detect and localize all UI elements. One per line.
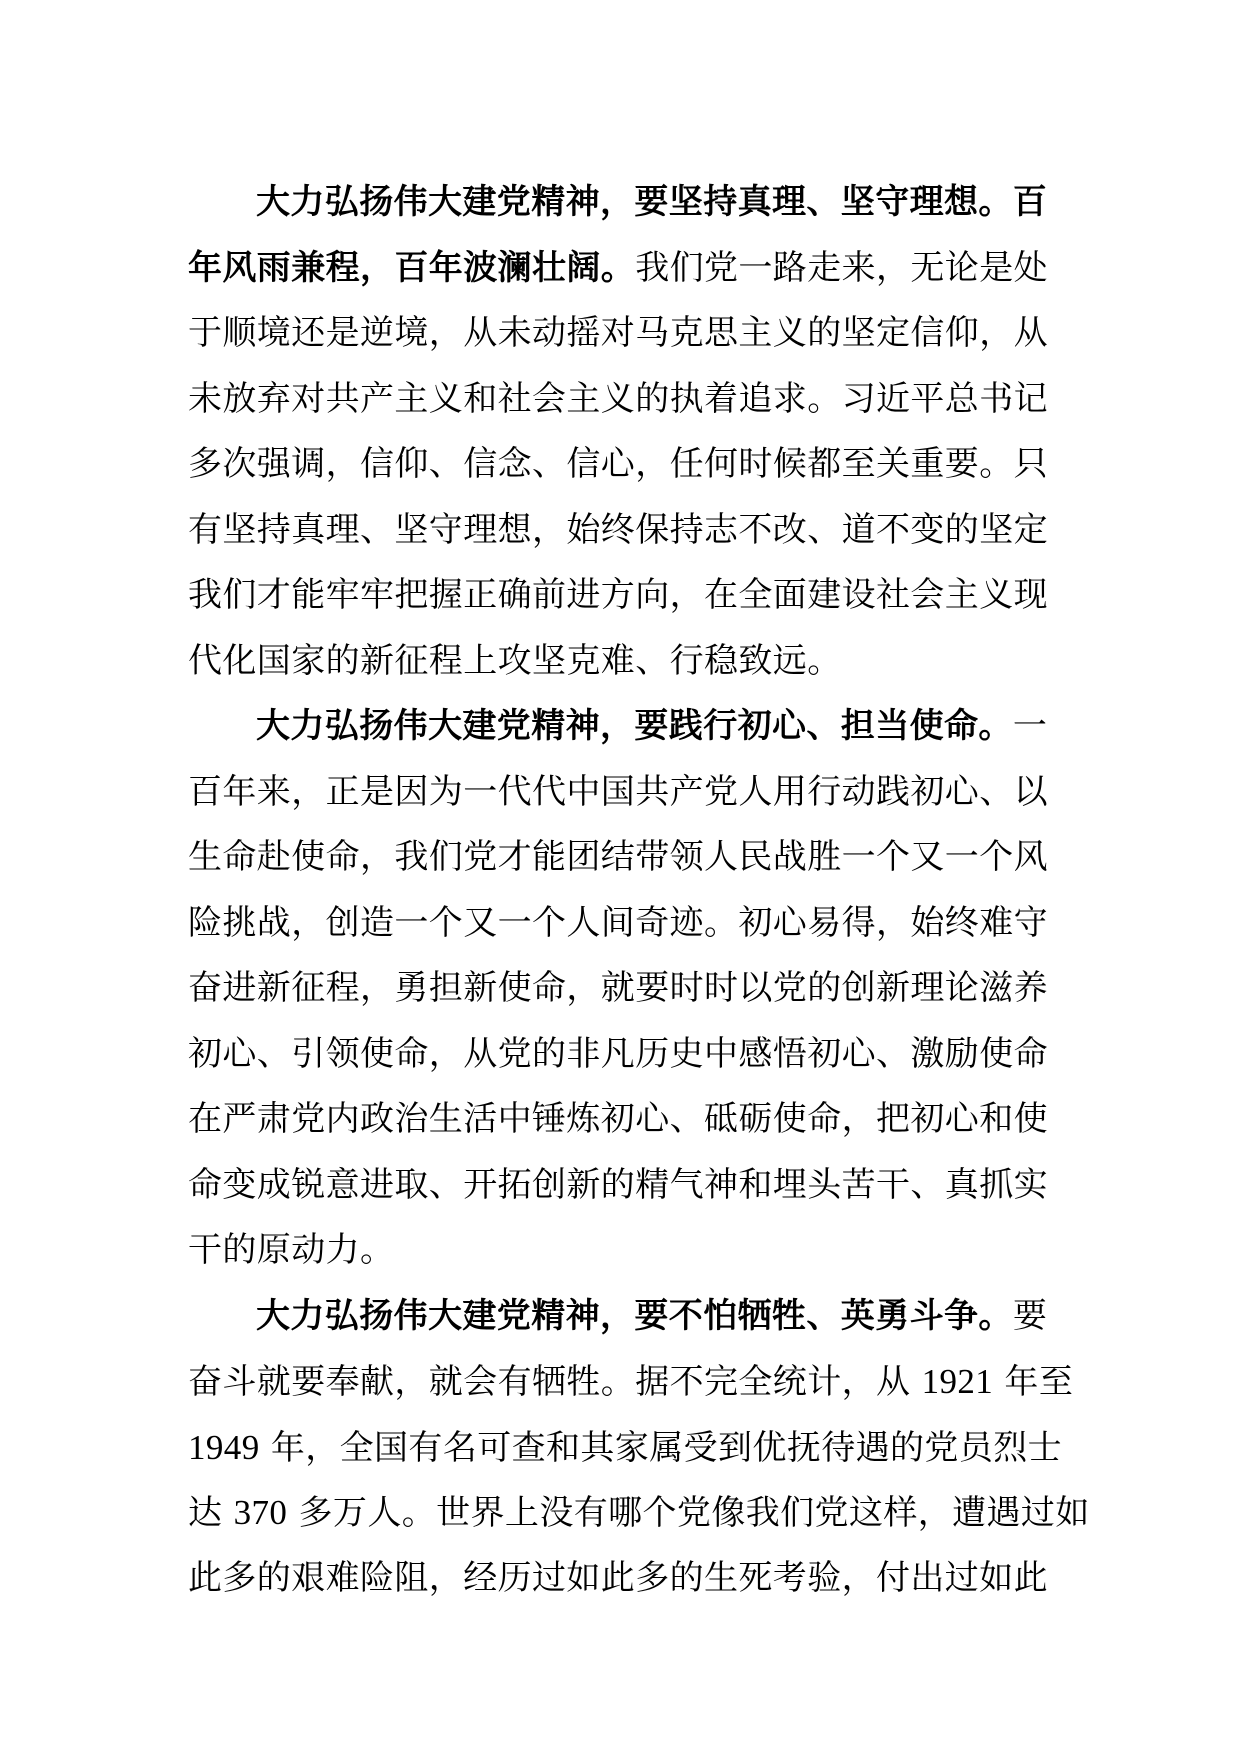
- paragraph-3-text: 多万人。世界上没有哪个党像我们党这样，遭遇过如: [287, 1493, 1090, 1533]
- paragraph-2-text: 初心、引领使命，从党的非凡历史中感悟初心、激励使命: [188, 1033, 1048, 1074]
- paragraph-1-text: 于顺境还是逆境，从未动摇对马克思主义的坚定信仰，从: [188, 313, 1048, 353]
- paragraph-3-text: 达: [188, 1493, 234, 1533]
- paragraph-3-text: 此多的艰难险阻，经历过如此多的生死考验，付出过如此: [188, 1557, 1048, 1598]
- paragraph-3-line-4: [188, 1480, 1090, 1546]
- paragraph-1-heading: 大力弘扬伟大建党精神，要坚持真理、坚守理想。百: [256, 182, 1048, 222]
- paragraph-1-line-3: [188, 301, 1063, 367]
- body-text: [188, 170, 1090, 1611]
- paragraph-3-count-370: 370: [233, 1493, 288, 1532]
- paragraph-2-line-5: [188, 956, 1063, 1022]
- paragraph-3-line-5: [188, 1546, 1063, 1612]
- paragraph-2-text: 百年来，正是因为一代代中国共产党人用行动践初心、以: [188, 771, 1048, 812]
- paragraph-1-line-2: [188, 236, 1063, 302]
- paragraph-3-year-1921: 1921: [921, 1362, 994, 1401]
- paragraph-3-text: 年至: [993, 1362, 1074, 1402]
- paragraph-2-line-8: [188, 1153, 1063, 1219]
- paragraph-2-text: 生命赴使命，我们党才能团结带领人民战胜一个又一个风: [188, 837, 1048, 877]
- paragraph-2-line-6: [188, 1022, 1063, 1088]
- paragraph-2-line-3: [188, 825, 1063, 891]
- paragraph-3-line-3: [188, 1415, 1063, 1481]
- paragraph-1-text: 我们党一路走来，无论是处: [635, 247, 1049, 288]
- paragraph-1-text: 代化国家的新征程上攻坚克难、行稳致远。: [188, 640, 842, 681]
- paragraph-2-line-1: [188, 694, 1063, 760]
- paragraph-1-line-6: [188, 498, 1063, 564]
- paragraph-2-text: 险挑战，创造一个又一个人间奇迹。初心易得，始终难守: [188, 902, 1048, 943]
- paragraph-2-text: 命变成锐意进取、开拓创新的精气神和埋头苦干、真抓实: [188, 1164, 1048, 1205]
- paragraph-3-line-2: [188, 1349, 1074, 1415]
- paragraph-3-line-1: [188, 1284, 1063, 1350]
- paragraph-3-year-1949: 1949: [188, 1427, 260, 1467]
- paragraph-1-line-1: [188, 170, 1063, 236]
- paragraph-1-line-4: [188, 367, 1063, 433]
- paragraph-3-text: 要: [1012, 1295, 1048, 1336]
- paragraph-2-text: 干的原动力。: [188, 1230, 395, 1270]
- paragraph-1-text: 多次强调，信仰、信念、信心，任何时候都至关重要。只: [188, 444, 1048, 484]
- paragraph-1-text: 我们才能牢牢把握正确前进方向，在全面建设社会主义现: [188, 575, 1048, 615]
- paragraph-3-heading: 大力弘扬伟大建党精神，要不怕牺牲、英勇斗争。: [256, 1295, 1013, 1336]
- paragraph-2-text: 一: [1012, 706, 1048, 746]
- paragraph-1-text: 有坚持真理、坚守理想，始终保持志不改、道不变的坚定: [188, 509, 1048, 550]
- paragraph-2-text: 在严肃党内政治生活中锤炼初心、砥砺使命，把初心和使: [188, 1099, 1048, 1139]
- paragraph-2-line-2: [188, 760, 1063, 826]
- paragraph-1-line-8: [188, 629, 1063, 695]
- paragraph-1-line-7: [188, 563, 1063, 629]
- paragraph-2-line-9: [188, 1218, 1063, 1284]
- paragraph-1-text: 未放弃对共产主义和社会主义的执着追求。习近平总书记: [188, 378, 1048, 419]
- paragraph-2-line-4: [188, 891, 1063, 957]
- paragraph-3-text: 奋斗就要奉献，就会有牺牲。据不完全统计，从: [188, 1362, 922, 1402]
- paragraph-1-line-5: [188, 432, 1063, 498]
- paragraph-3-text: 年，全国有名可查和其家属受到优抚待遇的党员烈士: [259, 1427, 1063, 1468]
- paragraph-2-line-7: [188, 1087, 1063, 1153]
- paragraph-2-heading: 大力弘扬伟大建党精神，要践行初心、担当使命。: [256, 706, 1013, 746]
- paragraph-2-text: 奋进新征程，勇担新使命，就要时时以党的创新理论滋养: [188, 968, 1048, 1008]
- paragraph-1-heading-cont: 年风雨兼程，百年波澜壮阔。: [188, 247, 636, 288]
